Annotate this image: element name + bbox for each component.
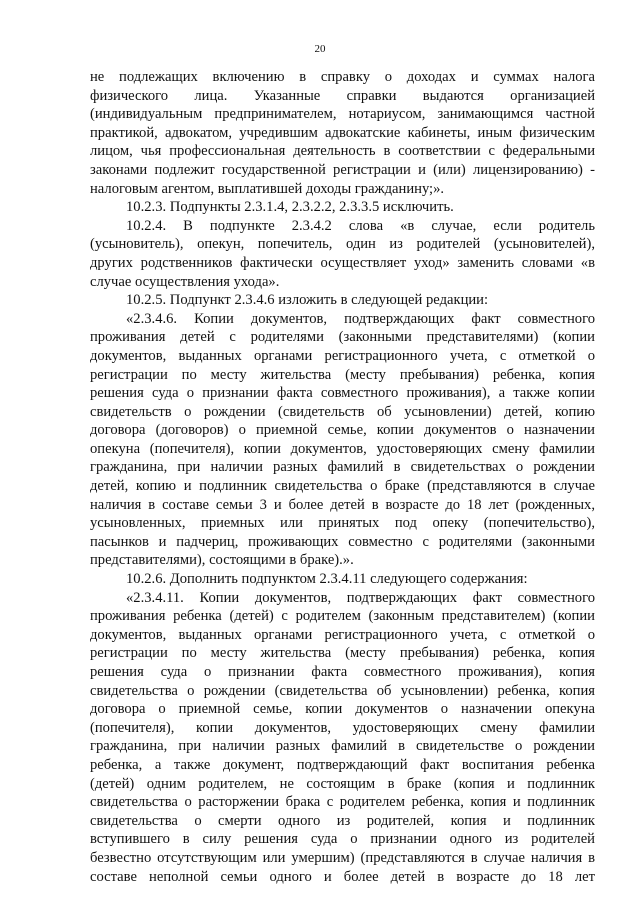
- text-line: свидетельства о смерти одного из родителей, копия и подлинник: [90, 812, 595, 829]
- text-line: ребенка, а также документ, подтверждающий факт воспитания ребенка: [90, 756, 595, 773]
- text-line: проживания детей с родителями (законными представителями) (копии: [90, 329, 595, 346]
- paragraph-p1: [90, 68, 595, 198]
- text-line: безвестно отсутствующим или умершим) (представляются в случае наличия в: [90, 849, 595, 866]
- text-line: решения суда о признании факта совместного проживания), а также копии: [90, 385, 595, 402]
- text-line: гражданина, при наличии разных фамилий в свидетельствах о рождении: [90, 459, 595, 476]
- text-line: свидетельства о расторжении брака с родителем ребенка, копия и подлинник: [90, 794, 595, 811]
- text-line: регистрации по месту жительства (месту пребывания) ребенка, копия: [90, 645, 595, 662]
- text-line: детей, копию и подлинник свидетельства о браке (представляются в случае: [90, 478, 595, 495]
- text-line: составе неполной семьи одного и более детей в возрасте до 18 лет: [90, 868, 595, 885]
- text-line: гражданина, при наличии разных фамилий в свидетельстве о рождении: [90, 738, 595, 755]
- text-line: проживания ребенка (детей) с родителем (законным представителем) (копии: [90, 608, 595, 625]
- text-line: не подлежащих включению в справку о доходах и суммах налога: [90, 69, 595, 85]
- text-line: лицом, чья профессиональная деятельность в соответствии с федеральными: [90, 143, 595, 160]
- text-line: (попечителя), копии документов, удостоверяющих смену фамилии: [90, 719, 595, 736]
- text-line: решения суда о признании факта совместного проживания), копия: [90, 664, 595, 680]
- text-line: других родственников фактически осуществляет уход» заменить словами «в: [90, 254, 595, 271]
- paragraph-p4: [90, 291, 595, 310]
- text-line: 10.2.4. В подпункте 2.3.4.2 слова «в случае, если родитель: [126, 217, 595, 234]
- text-line: пасынков и падчериц, проживающих совместно с родителями (законными: [90, 533, 595, 550]
- text-line: практикой, адвокатом, учредившим адвокатские кабинеты, иным физическим: [90, 124, 595, 141]
- text-line: документов, выданных органами регистрационного учета, с отметкой о: [90, 626, 595, 643]
- text-line: 10.2.3. Подпункты 2.3.1.4, 2.3.2.2, 2.3.3.5 исключить.: [126, 199, 454, 216]
- text-line: регистрации по месту жительства (месту пребывания) ребенка, копия: [90, 366, 595, 383]
- text-line: договора (договоров) о приемной семье, копии документов о назначении: [90, 422, 595, 439]
- text-line: физического лица. Указанные справки выдаются организацией: [90, 87, 595, 104]
- text-line: 10.2.5. Подпункт 2.3.4.6 изложить в следующей редакции:: [126, 292, 489, 309]
- paragraph-p5: [90, 310, 595, 570]
- text-line: законами подлежит государственной регистрации и (или) лицензированию) -: [90, 161, 595, 178]
- text-line: «2.3.4.11. Копии документов, подтверждающих факт совместного: [126, 589, 595, 606]
- text-line: случае осуществления ухода».: [90, 273, 280, 290]
- text-line: «2.3.4.6. Копии документов, подтверждающих факт совместного: [126, 310, 595, 327]
- text-line: свидетельства о рождении (свидетельства об усыновлении) ребенка, копия: [90, 682, 595, 699]
- text-line: (усыновитель), опекун, попечитель, один из родителей (усыновителей),: [90, 236, 595, 253]
- text-line: документов, выданных органами регистрационного учета, с отметкой о: [90, 347, 595, 364]
- text-line: договора о приемной семье, копии документов о назначении опекуна: [90, 701, 595, 718]
- paragraph-p3: [90, 217, 595, 291]
- document-body: [90, 68, 595, 886]
- text-line: опекуна (попечителя), копии документов, удостоверяющих смену фамилии: [90, 440, 595, 457]
- paragraph-p7: [90, 589, 595, 887]
- text-line: (детей) одним родителем, не состоящим в браке (копия и подлинник: [90, 775, 595, 792]
- text-line: представителями), состоящими в браке).».: [90, 552, 354, 569]
- text-line: наличия в составе семьи 3 и более детей в возрасте до 18 лет (рожденных,: [90, 496, 595, 513]
- text-line: свидетельств о рождении (свидетельств об усыновлении) детей, копию: [90, 403, 595, 420]
- paragraph-p2: [90, 198, 595, 217]
- text-line: усыновленных, приемных или принятых под опеку (попечительство),: [90, 515, 595, 532]
- text-line: вступившего в силу решения суда о признании одного из родителей: [90, 831, 595, 848]
- text-line: налоговым агентом, выплатившей доходы гражданину;».: [90, 180, 445, 197]
- paragraph-p6: [90, 570, 595, 589]
- page-number: 20: [314, 43, 326, 55]
- text-line: 10.2.6. Дополнить подпунктом 2.3.4.11 следующего содержания:: [126, 571, 528, 588]
- text-line: (индивидуальным предпринимателем, нотариусом, занимающимся частной: [90, 106, 595, 123]
